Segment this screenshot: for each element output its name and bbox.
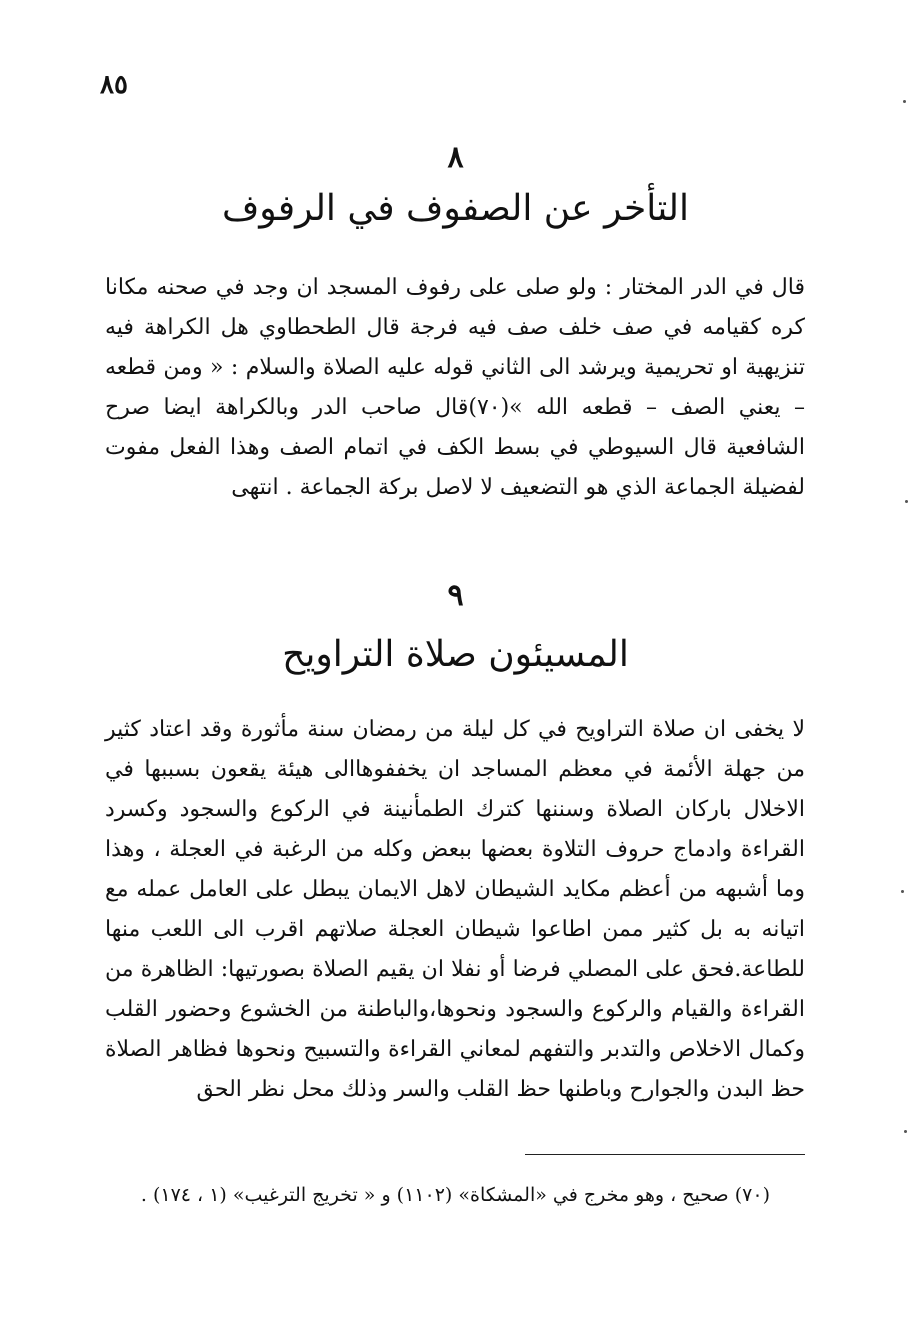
section-9-title: المسيئون صلاة التراويح [282, 634, 629, 675]
section-8-number: ٨ [447, 140, 464, 175]
scan-speck [903, 100, 906, 103]
section-9-body: لا يخفى ان صلاة التراويح في كل ليلة من رمضان سنة مأثورة وقد اعتاد كثير من جهلة الأئمة في معظم المساجد ان يخففوهاالى هيئة يقعون بسببها في الاخلال باركان الصلاة وسننها كترك الطمأنينة في الركوع والسجود وكسرد القراءة وادماج حروف التلاوة بعضها ببعض وكله من الرغبة في العجلة ، وهذا وما أشبهه من أعظم مكايد الشيطان لاهل الايمان يبطل على العامل عمله مع اتيانه به بل كثير ممن اطاعوا شيطان العجلة صلاتهم اقرب الى اللعب منها للطاعة.فحق على المصلي فرضا أو نفلا ان يقيم الصلاة بصورتيها: الظاهرة من القراءة والقيام والركوع والسجود ونحوها،والباطنة من الخشوع وحضور القلب وكمال الاخلاص والتدبر والتفهم لمعاني القراءة والتسبيح ونحوها فظاهر الصلاة حظ البدن والجوارح وباطنها حظ القلب والسر وذلك محل نظر الحق [105, 717, 805, 1102]
section-8-title: التأخر عن الصفوف في الرفوف [221, 188, 690, 229]
scan-speck [904, 1130, 907, 1133]
page-number: ٨٥ [100, 70, 128, 100]
footnote-divider [525, 1154, 805, 1155]
footnote: (٧٠) صحيح ، وهو مخرج في «المشكاة» (١١٠٢) و « تخريج الترغيب» (١ ، ١٧٤) . [140, 1184, 770, 1206]
section-9-number: ٩ [447, 578, 464, 613]
scan-speck [905, 500, 908, 503]
scan-speck [901, 890, 904, 893]
section-8-body: قال في الدر المختار : ولو صلى على رفوف المسجد ان وجد في صحنه مكانا كره كقيامه في صف خلف صف فيه فرجة قال الطحطاوي هل الكراهة فيه تنزيهية او تحريمية ويرشد الى الثاني قوله عليه الصلاة والسلام : « ومن قطعه – يعني الصف – قطعه الله »(٧٠)قال صاحب الدر وبالكراهة ايضا صرح الشافعية قال السيوطي في بسط الكف في اتمام الصف وهذا الفعل مفوت لفضيلة الجماعة الذي هو التضعيف لا لاصل بركة الجماعة . انتهى [105, 275, 806, 500]
